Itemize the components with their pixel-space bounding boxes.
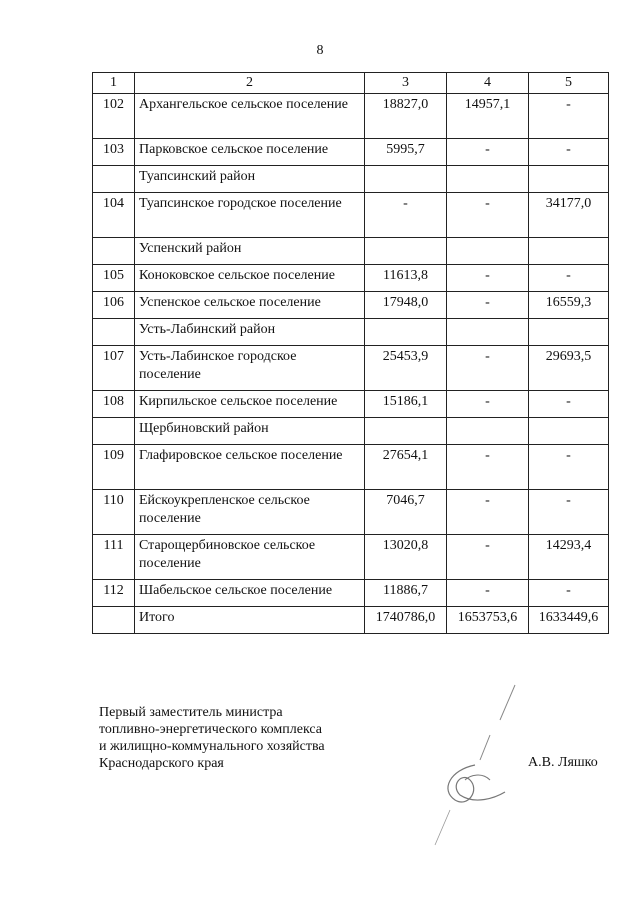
- handwritten-signature: [420, 680, 530, 850]
- row-number: 110: [93, 490, 135, 535]
- district-name: Усть-Лабинский район: [135, 319, 365, 346]
- value-cell-5: [529, 319, 609, 346]
- value-cell-5: -: [529, 139, 609, 166]
- total-label: Итого: [135, 607, 365, 634]
- table-row: [93, 535, 609, 580]
- row-number-cell: [93, 607, 135, 634]
- value-cell-4: [447, 166, 529, 193]
- value-cell-5: [529, 418, 609, 445]
- value-cell-5: 34177,0: [529, 193, 609, 238]
- settlement-name: Туапсинское городское поселение: [135, 193, 365, 238]
- district-name: Щербиновский район: [135, 418, 365, 445]
- column-header-4: 4: [447, 73, 529, 94]
- district-row: [93, 418, 609, 445]
- value-cell-4: -: [447, 490, 529, 535]
- value-cell-3: -: [365, 193, 447, 238]
- signature-position: [99, 704, 325, 772]
- position-line: Краснодарского края: [99, 756, 224, 771]
- value-cell-4: [447, 418, 529, 445]
- position-line: и жилищно-коммунального хозяйства: [99, 739, 325, 754]
- value-cell-5: -: [529, 265, 609, 292]
- value-cell-4: -: [447, 193, 529, 238]
- value-cell-4: [447, 319, 529, 346]
- total-row: [93, 607, 609, 634]
- settlement-name: Успенское сельское поселение: [135, 292, 365, 319]
- value-cell-3: 17948,0: [365, 292, 447, 319]
- value-cell-3: 25453,9: [365, 346, 447, 391]
- value-cell-3: [365, 238, 447, 265]
- value-cell-4: -: [447, 346, 529, 391]
- settlement-name: Усть-Лабинское городское поселение: [135, 346, 365, 391]
- row-number-cell: [93, 418, 135, 445]
- value-cell-3: 27654,1: [365, 445, 447, 490]
- row-number: 102: [93, 94, 135, 139]
- row-number-cell: [93, 319, 135, 346]
- value-cell-5: 14293,4: [529, 535, 609, 580]
- value-cell-4: [447, 238, 529, 265]
- value-cell-3: 11886,7: [365, 580, 447, 607]
- total-value-5: 1633449,6: [529, 607, 609, 634]
- position-line: топливно-энергетического комплекса: [99, 722, 322, 737]
- table-row: [93, 292, 609, 319]
- row-number: 105: [93, 265, 135, 292]
- settlement-name: Кирпильское сельское поселение: [135, 391, 365, 418]
- settlement-name: Коноковское сельское поселение: [135, 265, 365, 292]
- column-header-3: 3: [365, 73, 447, 94]
- table-row: [93, 139, 609, 166]
- value-cell-4: -: [447, 265, 529, 292]
- value-cell-4: -: [447, 139, 529, 166]
- table-row: [93, 490, 609, 535]
- row-number: 104: [93, 193, 135, 238]
- column-header-1: 1: [93, 73, 135, 94]
- signer-name: А.В. Ляшко: [528, 755, 598, 770]
- settlement-name: Архангельское сельское поселение: [135, 94, 365, 139]
- value-cell-4: -: [447, 391, 529, 418]
- value-cell-3: 18827,0: [365, 94, 447, 139]
- value-cell-4: -: [447, 535, 529, 580]
- row-number: 112: [93, 580, 135, 607]
- settlement-name: Глафировское сельское поселение: [135, 445, 365, 490]
- row-number: 107: [93, 346, 135, 391]
- value-cell-4: -: [447, 445, 529, 490]
- settlement-name: Парковское сельское поселение: [135, 139, 365, 166]
- district-name: Туапсинский район: [135, 166, 365, 193]
- value-cell-3: [365, 319, 447, 346]
- district-row: [93, 238, 609, 265]
- row-number: 106: [93, 292, 135, 319]
- row-number: 109: [93, 445, 135, 490]
- value-cell-3: [365, 418, 447, 445]
- district-row: [93, 166, 609, 193]
- table-body: [93, 94, 609, 634]
- value-cell-3: 7046,7: [365, 490, 447, 535]
- budget-table: [92, 72, 609, 634]
- table-row: [93, 445, 609, 490]
- table-header-row: [93, 73, 609, 94]
- table-row: [93, 580, 609, 607]
- district-row: [93, 319, 609, 346]
- district-name: Успенский район: [135, 238, 365, 265]
- total-value-4: 1653753,6: [447, 607, 529, 634]
- total-value-3: 1740786,0: [365, 607, 447, 634]
- row-number: 108: [93, 391, 135, 418]
- settlement-name: Старощербиновское сельское поселение: [135, 535, 365, 580]
- value-cell-5: 16559,3: [529, 292, 609, 319]
- column-header-2: 2: [135, 73, 365, 94]
- table-row: [93, 391, 609, 418]
- value-cell-3: 5995,7: [365, 139, 447, 166]
- column-header-5: 5: [529, 73, 609, 94]
- value-cell-4: 14957,1: [447, 94, 529, 139]
- row-number-cell: [93, 238, 135, 265]
- row-number-cell: [93, 166, 135, 193]
- row-number: 103: [93, 139, 135, 166]
- value-cell-5: -: [529, 580, 609, 607]
- value-cell-4: -: [447, 292, 529, 319]
- value-cell-5: 29693,5: [529, 346, 609, 391]
- value-cell-5: -: [529, 490, 609, 535]
- value-cell-4: -: [447, 580, 529, 607]
- table-row: [93, 265, 609, 292]
- value-cell-5: [529, 238, 609, 265]
- value-cell-5: -: [529, 445, 609, 490]
- value-cell-3: 11613,8: [365, 265, 447, 292]
- value-cell-5: -: [529, 391, 609, 418]
- value-cell-3: 13020,8: [365, 535, 447, 580]
- position-line: Первый заместитель министра: [99, 705, 283, 720]
- value-cell-5: [529, 166, 609, 193]
- page-number: 8: [316, 43, 324, 58]
- value-cell-5: -: [529, 94, 609, 139]
- row-number: 111: [93, 535, 135, 580]
- value-cell-3: [365, 166, 447, 193]
- table-row: [93, 193, 609, 238]
- value-cell-3: 15186,1: [365, 391, 447, 418]
- settlement-name: Шабельское сельское поселение: [135, 580, 365, 607]
- table-row: [93, 94, 609, 139]
- settlement-name: Ейскоукрепленское сельское поселение: [135, 490, 365, 535]
- table-row: [93, 346, 609, 391]
